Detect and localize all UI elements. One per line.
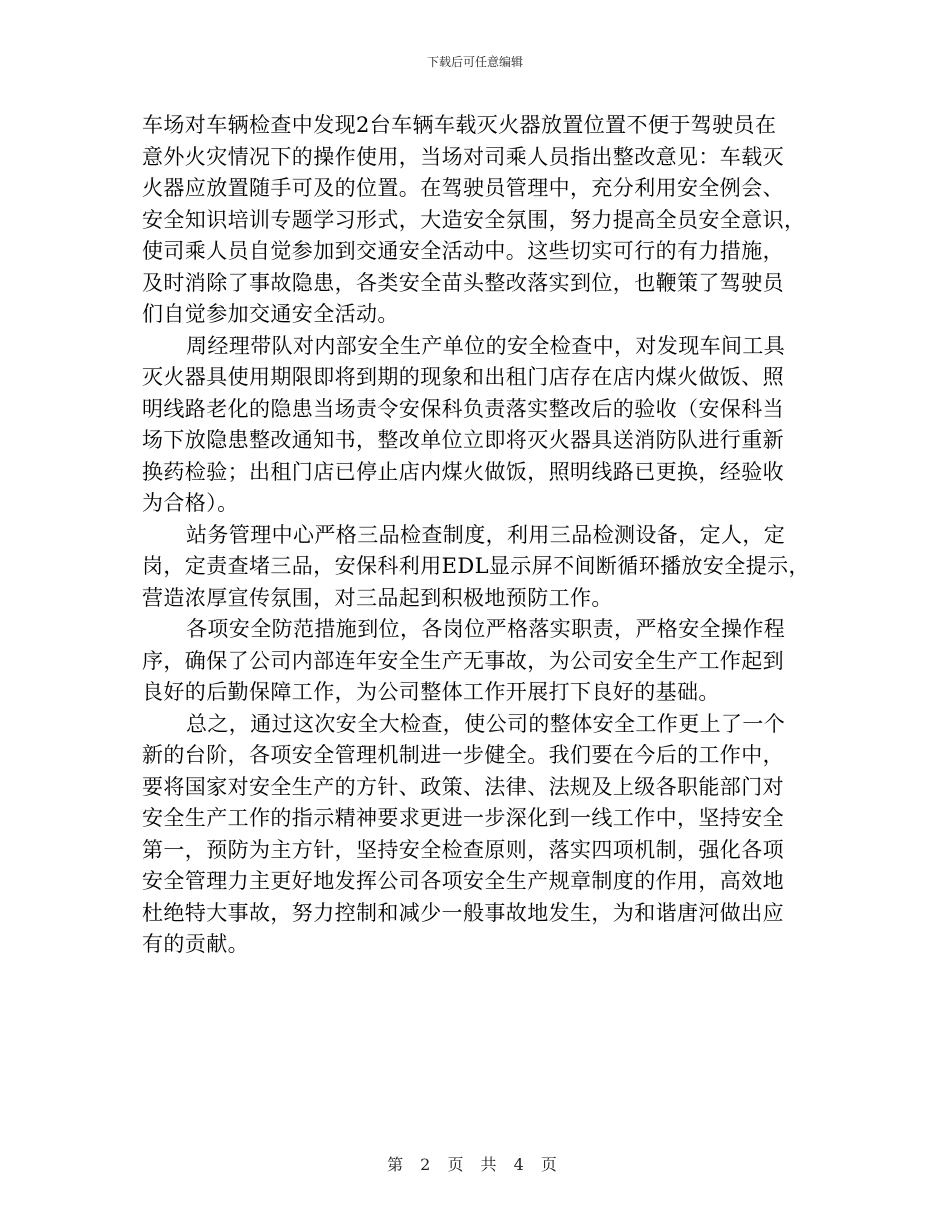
text-line: 岗，定责查堵三品，安保科利用EDL显示屏不间断循环播放安全提示， — [142, 554, 810, 578]
paragraph — [142, 520, 810, 615]
page-header: 下载后可任意编辑 — [426, 55, 523, 69]
text-line: 安全知识培训专题学习形式，大造安全氛围，努力提高全员安全意识， — [142, 207, 806, 232]
text-line: 有的贡献。 — [142, 932, 249, 956]
text-line: 们自觉参加交通安全活动。 — [142, 302, 399, 326]
document-body — [142, 110, 810, 961]
text-line: 明线路老化的隐患当场责令安保科负责落实整改后的验收（安保科当 — [142, 396, 784, 421]
paragraph — [142, 614, 810, 709]
text-line: 灭火器具使用期限即将到期的现象和出租门店存在店内煤火做饭、照 — [142, 365, 784, 389]
text-line: 各项安全防范措施到位，各岗位严格落实职责，严格安全操作程 — [186, 617, 786, 641]
text-line: 火器应放置随手可及的位置。在驾驶员管理中，充分利用安全例会、 — [142, 176, 784, 200]
text-line: 良好的后勤保障工作，为公司整体工作开展打下良好的基础。 — [142, 680, 720, 704]
text-line: 新的台阶，各项安全管理机制进一步健全。我们要在今后的工作中， — [142, 743, 784, 767]
text-line: 序，确保了公司内部连年安全生产无事故，为公司安全生产工作起到 — [142, 648, 784, 673]
page-footer: 第 2 页 共 4 页 — [387, 1155, 563, 1174]
text-line: 安全管理力主更好地发挥公司各项安全生产规章制度的作用，高效地 — [142, 869, 784, 893]
text-line: 总之，通过这次安全大检查，使公司的整体安全工作更上了一个 — [186, 711, 786, 736]
paragraph — [142, 331, 810, 520]
text-line: 使司乘人员自觉参加到交通安全活动中。这些切实可行的有力措施， — [142, 239, 784, 263]
text-line: 杜绝特大事故，努力控制和减少一般事故地发生，为和谐唐河做出应 — [142, 900, 784, 925]
text-line: 要将国家对安全生产的方针、政策、法律、法规及上级各职能部门对 — [142, 774, 784, 799]
text-line: 及时消除了事故隐患，各类安全苗头整改落实到位，也鞭策了驾驶员 — [142, 270, 784, 295]
text-line: 站务管理中心严格三品检查制度，利用三品检测设备，定人，定 — [186, 522, 786, 547]
text-line: 意外火灾情况下的操作使用，当场对司乘人员指出整改意见：车载灭 — [142, 144, 784, 169]
text-line: 安全生产工作的指示精神要求更进一步深化到一线工作中，坚持安全 — [142, 806, 784, 830]
text-line: 营造浓厚宣传氛围，对三品起到积极地预防工作。 — [142, 585, 613, 610]
text-line: 换药检验；出租门店已停止店内煤火做饭，照明线路已更换，经验收 — [142, 459, 784, 484]
text-line: 第一，预防为主方针，坚持安全检查原则，落实四项机制，强化各项 — [142, 837, 784, 862]
text-line: 场下放隐患整改通知书，整改单位立即将灭火器具送消防队进行重新 — [142, 428, 784, 452]
text-line: 为合格）。 — [142, 491, 239, 515]
text-line: 车场对车辆检查中发现2台车辆车载灭火器放置位置不便于驾驶员在 — [142, 113, 777, 137]
paragraph — [142, 709, 810, 961]
paragraph — [142, 110, 810, 331]
text-line: 周经理带队对内部安全生产单位的安全检查中，对发现车间工具 — [186, 333, 786, 358]
